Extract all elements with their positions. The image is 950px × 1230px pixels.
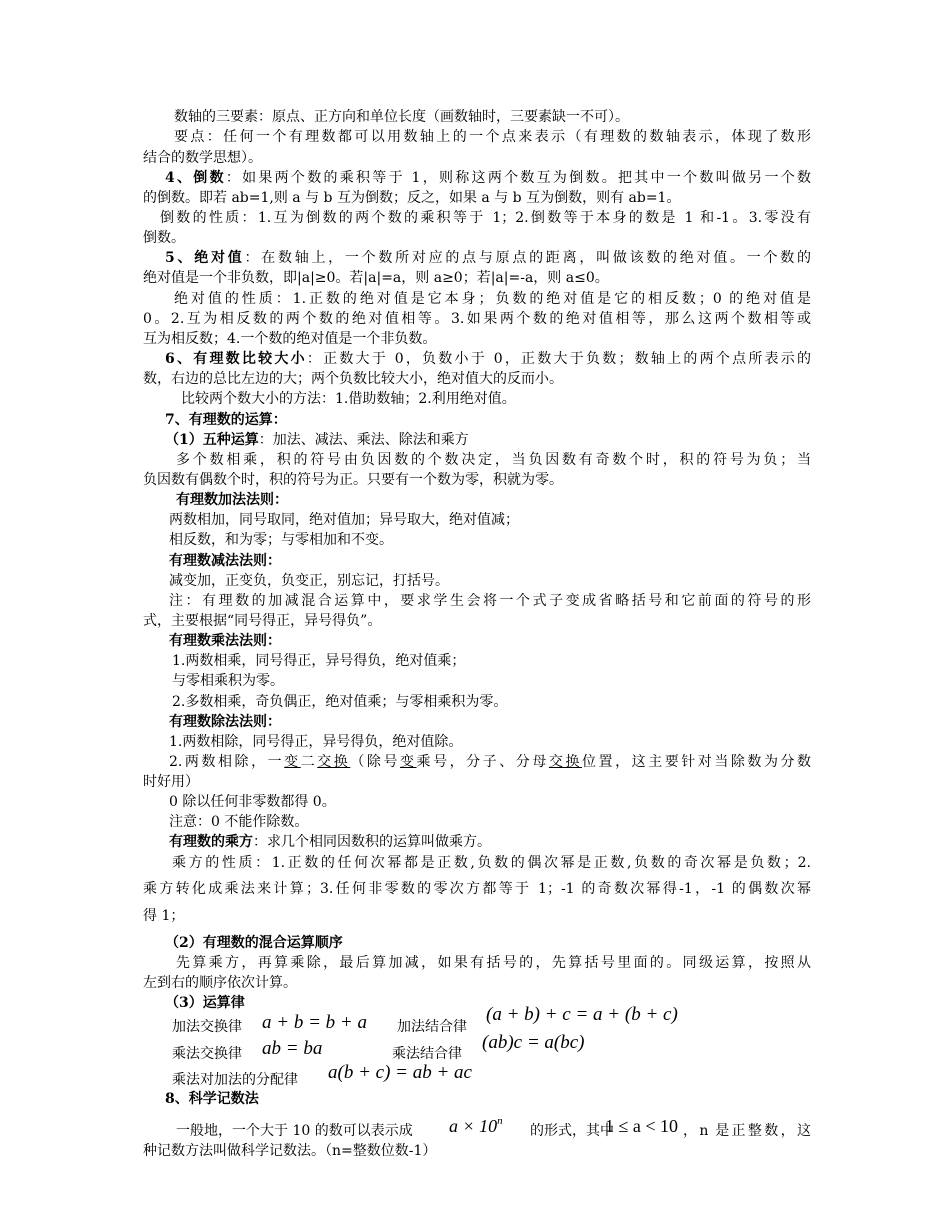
sec4-num: 4、 (165, 170, 194, 186)
div-rule-2-underlined-jiaohuan: 交换 (317, 754, 351, 770)
sci-notation-formula (449, 1115, 503, 1140)
dist-label: 乘法对加法的分配律 (172, 1072, 298, 1088)
sec5-num: 5、 (165, 250, 195, 266)
sec4-title: 倒数 (193, 170, 226, 186)
add-rule-title: 有理数加法法则： (176, 492, 288, 508)
mul-sign-line-2: 负因数有偶数个时，积的符号为正。只要有一个数为零，积就为零。 (143, 472, 563, 488)
sec8-text-1c: ，n 是正整数，这 (683, 1123, 811, 1139)
sec4-text-1: ：如果两个数的乘积等于 1，则称这两个数互为倒数。把其中一个数叫做另一个数 (225, 170, 811, 186)
div-rule-2 (169, 752, 811, 772)
sub2-title: （2）有理数的混合运算顺序 (165, 935, 343, 951)
sec8-text-2: 种记数方法叫做科学记数法。（n=整数位数-1） (143, 1143, 437, 1159)
div-rule-2-part-a: 2.两数相除，一 (169, 754, 285, 770)
div-rule-2-part-i: 位置，这主要针对当除数为分数 (582, 754, 811, 770)
mul-comm-formula: ab = ba (262, 1038, 323, 1059)
sec6-line-1 (165, 349, 811, 369)
sec5-line-2: 绝对值是一个非负数，即|a|≥0。若|a|=a，则 a≥0；若|a|=-a，则 a≤0。 (143, 270, 609, 286)
add-assoc-formula: (a + b) + c = a + (b + c) (486, 1004, 678, 1025)
div-rule-2-underlined-bian-2: 变 (400, 754, 417, 770)
sec5-text-1: ：在数轴上，一个数所对应的点与原点的距离，叫做该数的绝对值。一个数的 (244, 250, 811, 266)
mul-comm-label: 乘法交换律 (172, 1046, 242, 1062)
div-rule-1: 1.两数相除，同号得正，异号得负，绝对值除。 (169, 734, 463, 750)
mul-sign-line-1: 多个数相乘，积的符号由负因数的个数决定，当负因数有奇数个时，积的符号为负；当 (176, 452, 811, 468)
order-line-2: 左到右的顺序依次计算。 (143, 975, 297, 991)
sec7-sub1 (165, 430, 765, 450)
mul-rule-3: 2.多数相乘，奇负偶正，绝对值乘；与零相乘积为零。 (172, 694, 508, 710)
sec6-text-1: ：正数大于 0，负数小于 0，正数大于负数；数轴上的两个点所表示的 (306, 351, 811, 367)
add-rule-2: 相反数，和为零；与零相加和不变。 (169, 532, 393, 548)
div-rule-3: 时好用） (143, 774, 199, 790)
note-line-2: 式，主要根据“同号得正，异号得负”。 (143, 613, 382, 629)
sec4-line-1 (165, 168, 811, 188)
add-rule-1: 两数相加，同号取同，绝对值加；异号取大，绝对值减； (169, 512, 519, 528)
div-rule-2-part-c: 二 (300, 754, 318, 770)
range-formula: 1 ≤ a < 10 (605, 1116, 679, 1136)
sec6-title: 有理数比较大小 (193, 351, 307, 367)
div-rule-4: 0 除以任何非零数都得 0。 (169, 794, 336, 810)
mul-assoc-label: 乘法结合律 (392, 1046, 462, 1062)
mul-rule-2: 与零相乘积为零。 (172, 673, 284, 689)
sec4-property-1: 倒数的性质：1.互为倒数的两个数的乘积等于 1；2.倒数等于本身的数是 1 和-1。3.零没有 (160, 210, 811, 226)
sec5-title: 绝对值 (194, 250, 245, 266)
sec5-line-1 (165, 248, 811, 268)
div-rule-2-underlined-jiaohuan-2: 交换 (548, 754, 582, 770)
sec5-property-3: 互为相反数；4.一个数的绝对值是一个非负数。 (143, 331, 437, 347)
sec7-sub1-text: ：加法、减法、乘法、除法和乘方 (258, 432, 469, 448)
key-point-line-2: 结合的数学思想）。 (143, 150, 262, 166)
power-property-1: 乘方的性质：1.正数的任何次幂都是正数,负数的偶次幂是正数,负数的奇次幂是负数；2. (172, 855, 811, 871)
mul-rule-1: 1.两数相乘，同号得正，异号得负，绝对值乘； (172, 653, 466, 669)
sec8-text-1a: 一般地，一个大于 10 的数可以表示成 (176, 1123, 413, 1139)
sci-notation-base: a × 10 (449, 1116, 498, 1136)
sec5-property-2: 0。2.互为相反数的两个数的绝对值相等。3.如果两个数的绝对值相等，那么这两个数相等或 (143, 311, 811, 327)
sub-rule-title: 有理数减法法则： (169, 553, 281, 569)
sec7-heading: 7、有理数的运算： (165, 412, 287, 428)
sec4-line-2: 的倒数。即若 ab=1,则 a 与 b 互为倒数；反之，如果 a 与 b 互为倒数，则有 ab=1。 (143, 190, 681, 206)
sec8-text-1b: 的形式，其中 (530, 1123, 614, 1139)
div-rule-2-part-g: 乘号，分子、分母 (416, 754, 549, 770)
power-title: 有理数的乘方 (169, 834, 253, 850)
add-comm-label: 加法交换律 (172, 1019, 242, 1035)
sec7-sub1-title: （1）五种运算 (165, 432, 259, 448)
power-text: ：求几个相同因数积的运算叫做乘方。 (253, 834, 491, 850)
div-rule-title: 有理数除法法则： (169, 714, 281, 730)
sec4-property-2: 倒数。 (143, 230, 185, 246)
sci-notation-exponent: n (497, 1115, 503, 1127)
key-point-line-1: 要点：任何一个有理数都可以用数轴上的一个点来表示（有理数的数轴表示，体现了数形 (174, 129, 811, 145)
sec5-property-1: 绝对值的性质：1.正数的绝对值是它本身；负数的绝对值是它的相反数；0 的绝对值是 (174, 291, 811, 307)
power-def (169, 832, 769, 852)
sec6-line-2: 数，右边的总比左边的大；两个负数比较大小，绝对值大的反而小。 (143, 371, 563, 387)
sec6-method: 比较两个数大小的方法：1.借助数轴；2.利用绝对值。 (181, 391, 516, 407)
order-line-1: 先算乘方，再算乘除，最后算加减，如果有括号的，先算括号里面的。同级运算，按照从 (176, 955, 811, 971)
sec8-heading: 8、科学记数法 (165, 1091, 259, 1107)
sub-rule-1: 减变加，正变负，负变正，别忘记，打括号。 (169, 573, 449, 589)
add-assoc-label: 加法结合律 (397, 1019, 467, 1035)
sec6-num: 6、 (165, 351, 194, 367)
div-rule-2-underlined-bian: 变 (284, 754, 301, 770)
mul-assoc-formula: (ab)c = a(bc) (482, 1032, 585, 1053)
div-rule-5: 注意：0 不能作除数。 (169, 814, 309, 830)
power-property-2: 乘方转化成乘法来计算；3.任何非零数的零次方都等于 1；-1 的奇数次幂得-1，-1 的偶数次幂 (143, 881, 811, 897)
power-property-3: 得 1； (143, 908, 185, 924)
three-elements-text: 数轴的三要素：原点、正方向和单位长度（画数轴时，三要素缺一不可）。 (174, 109, 629, 125)
mul-rule-title: 有理数乘法法则： (169, 633, 281, 649)
div-rule-2-part-e: （除号 (350, 754, 400, 770)
add-comm-formula: a + b = b + a (262, 1012, 367, 1033)
dist-formula: a(b + c) = ab + ac (328, 1062, 472, 1083)
sub3-title: （3）运算律 (165, 995, 245, 1011)
note-line-1: 注：有理数的加减混合运算中，要求学生会将一个式子变成省略括号和它前面的符号的形 (169, 593, 811, 609)
